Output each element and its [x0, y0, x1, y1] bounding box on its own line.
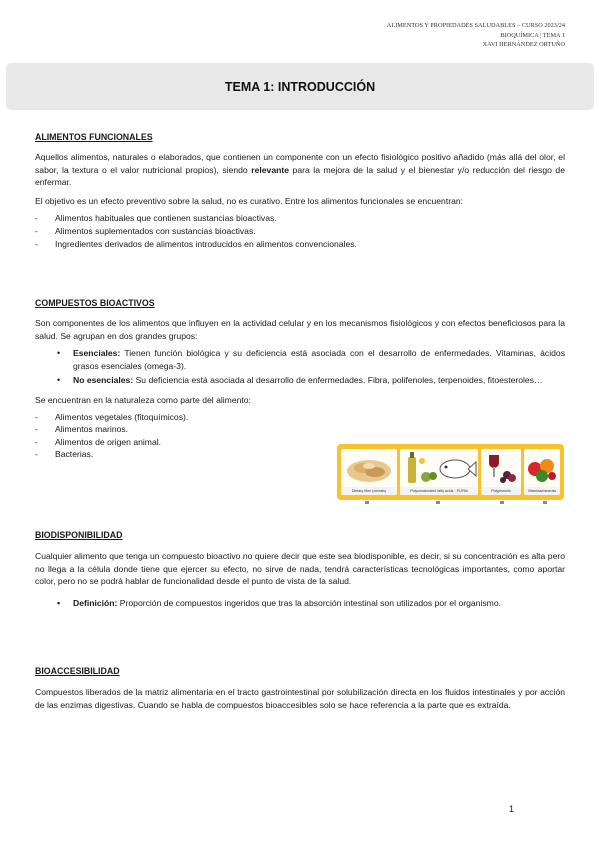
- wine-berries-icon: [481, 449, 521, 487]
- list-item: - Ingredientes derivados de alimentos introducidos en alimentos convencionales.: [35, 238, 565, 251]
- image-caption: Vitamins/minerals: [524, 487, 560, 495]
- image-tick: [500, 501, 504, 504]
- page-number: 1: [509, 804, 515, 814]
- bullet-term: Definición:: [73, 597, 118, 608]
- paragraph: Se encuentran en la naturaleza como parte del alimento:: [35, 394, 251, 405]
- cereal-fiber-tile: [341, 449, 397, 495]
- bullet-icon: •: [57, 375, 61, 386]
- vitamins-tile: [524, 449, 560, 495]
- header-subject: BIOQUÍMICA | TEMA 1: [500, 31, 565, 39]
- section-alimentos-funcionales: [35, 131, 565, 250]
- section-heading: ALIMENTOS FUNCIONALES: [35, 132, 153, 142]
- dash-list: [35, 212, 565, 250]
- section-compuestos-bioactivos: [35, 297, 565, 461]
- bullet-list: [35, 347, 565, 387]
- dash-list: [35, 411, 325, 461]
- list-item: - Bacterias.: [35, 448, 325, 461]
- cereal-bowl-icon: [341, 449, 397, 487]
- paragraph: [35, 151, 565, 189]
- paragraph: El objetivo es un efecto preventivo sobre la salud, no es curativo. Entre los alimentos funcionales se encuentran:: [35, 195, 464, 206]
- bullet-term: No esenciales:: [73, 375, 134, 386]
- paragraph-text: para la mejora de la salud y el bienestar y/o reducción del riesgo de enfermar.: [35, 164, 565, 188]
- section-heading: BIODISPONIBILIDAD: [35, 530, 123, 540]
- list-item: [35, 374, 565, 387]
- bullet-icon: •: [57, 348, 61, 359]
- list-item: - Alimentos habituales que contienen sustancias bioactivas.: [35, 212, 565, 225]
- bullet-icon: ▪: [57, 597, 61, 608]
- title-bar: [6, 63, 594, 110]
- page-title: TEMA 1: INTRODUCCIÓN: [224, 79, 376, 94]
- image-tick: [365, 501, 369, 504]
- paragraph: Son componentes de los alimentos que influyen en la actividad celular y en los mecanismos fisiológicos y con efectos beneficiosos para la salud. Se agrupan en dos grandes grupos:: [35, 318, 565, 341]
- list-item: [35, 597, 565, 610]
- bullet-text: Tienen función biológica y su deficiencia está asociada con el desarrollo de enfermedades. Vitaminas, ácidos grasos esenciales (omega-3).: [73, 348, 565, 371]
- section-biodisponibilidad: [35, 529, 565, 609]
- fish-oil-icon: [400, 449, 478, 487]
- image-caption: Polyunsaturated fatty acids · PUFAs: [400, 487, 478, 495]
- paragraph-text: Aquellos alimentos, naturales o elaborados, que contienen un componente con un efecto fisiológico positivo añadido (más allá del olor, el sabor, la textura o el valor nutricional propios), siendo: [35, 152, 565, 175]
- list-item: - Alimentos vegetales (fitoquímicos).: [35, 411, 325, 424]
- section-bioaccesibilidad: [35, 665, 565, 711]
- paragraph: Cualquier alimento que tenga un compuesto bioactivo no quiere decir que este sea biodisponible, es decir, si su concentración es alta pero no llega a la célula donde tiene que ejercer su efecto, no sirve de nada, tendrá características tecnológicas importantes, como aportar color, pero no se podrá hablar de funcionalidad desde el punto de vista de la salud.: [35, 551, 565, 587]
- section-heading: COMPUESTOS BIOACTIVOS: [35, 298, 155, 308]
- header-course: ALIMENTOS Y PROPIEDADES SALUDABLES – CURSO 2023/24: [386, 22, 565, 29]
- fruits-icon: [524, 449, 560, 487]
- list-item: - Alimentos de origen animal.: [35, 436, 325, 449]
- bioactive-foods-image: [337, 444, 564, 500]
- bullet-list: [35, 597, 565, 610]
- image-tick: [436, 501, 440, 504]
- section-heading: BIOACCESIBILIDAD: [35, 666, 120, 676]
- header-author: XAVI HERNÁNDEZ ORTUÑO: [482, 41, 565, 49]
- paragraph: Compuestos liberados de la matriz alimentaria en el tracto gastrointestinal por solubilización directa en los fluidos intestinales y por acción de las enzimas digestivas. Cuando se habla de compuestos bioaccesibles solo se hace referencia a la parte que es extraída.: [35, 687, 565, 710]
- list-item: [35, 347, 565, 372]
- list-item: - Alimentos marinos.: [35, 423, 325, 436]
- image-tick: [543, 501, 547, 504]
- polyphenols-tile: [481, 449, 521, 495]
- bold-text: relevante: [251, 164, 289, 175]
- image-caption: Polyphenols: [481, 487, 521, 495]
- pufa-tile: [400, 449, 478, 495]
- bullet-text: Proporción de compuestos ingeridos que tras la absorción intestinal son utilizados por el organismo.: [117, 597, 501, 608]
- image-caption: Dietary fiber (cereals): [341, 487, 397, 495]
- list-item: - Alimentos suplementados con sustancias bioactivas.: [35, 225, 565, 238]
- bullet-term: Esenciales:: [73, 348, 121, 359]
- bullet-text: Su deficiencia está asociada al desarrollo de enfermedades. Fibra, polifenoles, terpenoides, fitoesteroles…: [133, 375, 543, 386]
- document-header: [387, 21, 565, 50]
